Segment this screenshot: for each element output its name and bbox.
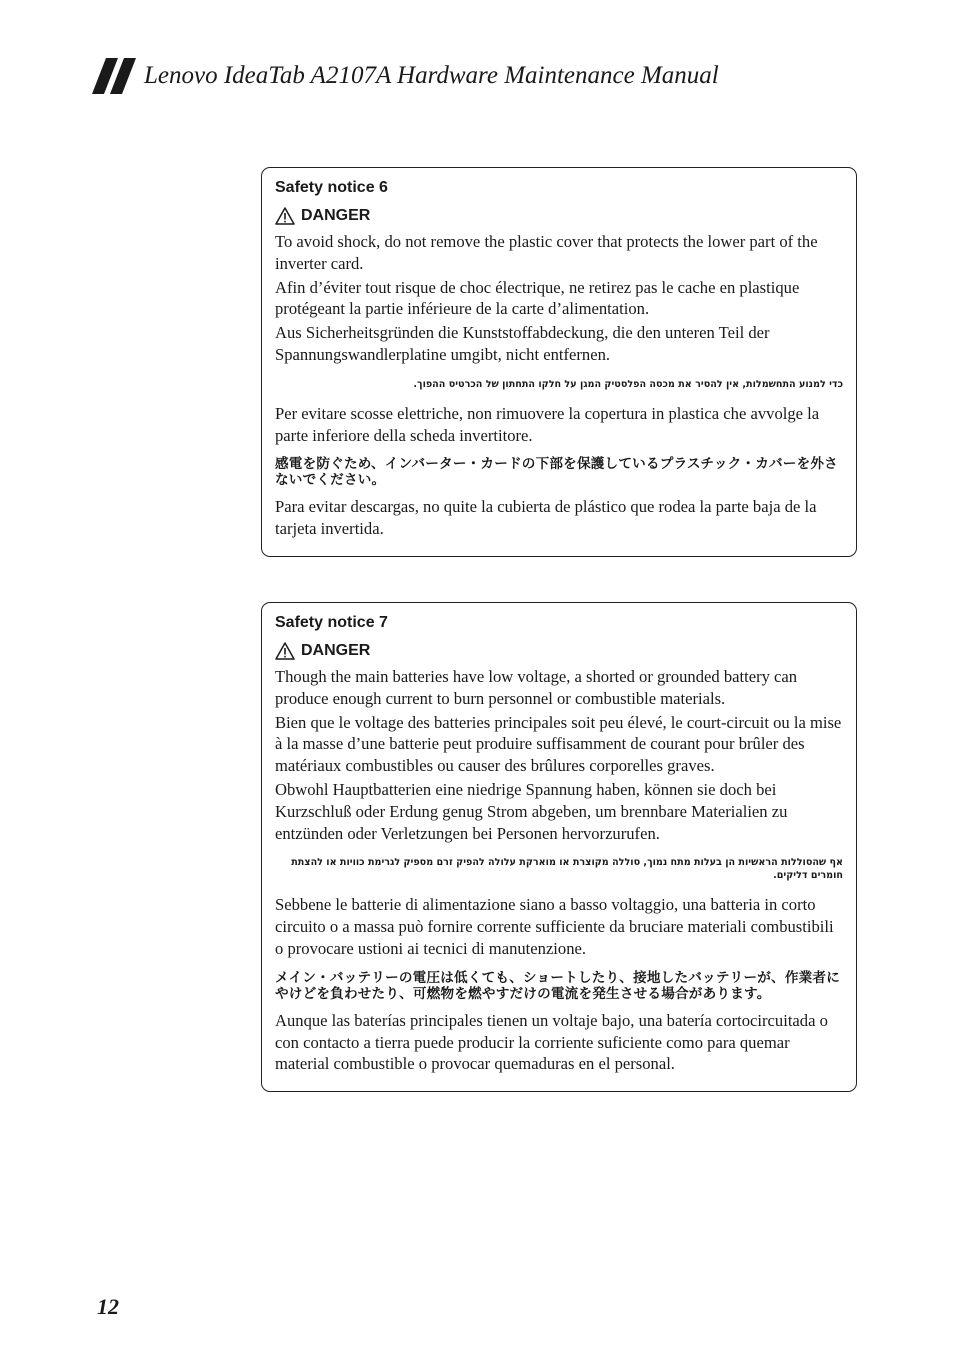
danger-label: DANGER xyxy=(301,642,371,659)
paragraph-japanese: 感電を防ぐため、インバーター・カードの下部を保護しているプラスチック・カバーを外さないでください。 xyxy=(275,456,838,489)
paragraph-french: Bien que le voltage des batteries principales soit peu élevé, le court-circuit ou la mise à la masse d’une batterie peut produire suffisamment de courant pour brûler des matériaux combustibles ou causer des brûlures corporelles graves. xyxy=(275,712,842,776)
notice-title: Safety notice 7 xyxy=(275,614,388,631)
paragraph-german: Aus Sicherheitsgründen die Kunststoffabdeckung, die den unteren Teil der Spannungswandlerplatine umgibt, nicht entfernen. xyxy=(275,323,770,364)
paragraph-hebrew: אף שהסוללות הראשיות הן בעלות מתח נמוך, סוללה מקוצרת או מוארקת עלולה להפיק זרם מספיק לגרימת כוויות או להצתת חומרים דליקים. xyxy=(291,857,843,882)
danger-heading xyxy=(275,640,843,662)
notice-title: Safety notice 6 xyxy=(275,179,388,196)
paragraph-japanese: メイン・バッテリーの電圧は低くても、ショートしたり、接地したバッテリーが、作業者にやけどを負わせたり、可燃物を燃やすだけの電流を発生させる場合があります。 xyxy=(275,969,840,1002)
warning-triangle-icon xyxy=(275,207,295,225)
paragraph-german: Obwohl Hauptbatterien eine niedrige Spannung haben, können sie doch bei Kurzschluß oder Erdung genug Strom abgeben, um brennbare Materialien zu entzünden oder Verletzungen bei Personen hervorzurufen. xyxy=(275,779,788,843)
danger-label: DANGER xyxy=(301,207,371,224)
paragraph-italian: Per evitare scosse elettriche, non rimuovere la copertura in plastica che avvolge la parte inferiore della scheda invertitore. xyxy=(275,403,820,445)
paragraph-spanish: Aunque las baterías principales tienen un voltaje bajo, una batería cortocircuitada o con contacto a tierra puede producir la corriente suficiente como para quemar material combustible o provocar quemaduras en el personal. xyxy=(275,1010,828,1074)
safety-notice-7 xyxy=(261,602,857,1092)
paragraph-english: To avoid shock, do not remove the plastic cover that protects the lower part of the inverter card. xyxy=(275,232,818,273)
paragraph-english: Though the main batteries have low voltage, a shorted or grounded battery can produce enough current to burn personnel or combustible materials. xyxy=(275,667,798,708)
safety-notice-6 xyxy=(261,167,857,557)
page-header xyxy=(92,58,719,94)
warning-triangle-icon xyxy=(275,642,295,660)
paragraph-hebrew: כדי למנוע התחשמלות, אין להסיר את מכסה הפלסטיק המגן על חלקו התחתון של הכרטיס ההפוך. xyxy=(413,378,843,390)
paragraph-spanish: Para evitar descargas, no quite la cubierta de plástico que rodea la parte baja de la tarjeta invertida. xyxy=(275,497,817,539)
paragraph-italian: Sebbene le batterie di alimentazione siano a basso voltaggio, una batteria in corto circuito o a massa può fornire corrente sufficiente da bruciare materiali combustibili o provocare ustioni ai tecnici di manutenzione. xyxy=(275,895,834,958)
header-title: Lenovo IdeaTab A2107A Hardware Maintenance Manual xyxy=(144,62,719,89)
danger-heading xyxy=(275,205,843,227)
page-number: 12 xyxy=(97,1294,119,1319)
double-slash-icon xyxy=(92,58,136,94)
paragraph-french: Afin d’éviter tout risque de choc électrique, ne retirez pas le cache en plastique protégeant la partie inférieure de la carte d’alimentation. xyxy=(275,277,800,319)
